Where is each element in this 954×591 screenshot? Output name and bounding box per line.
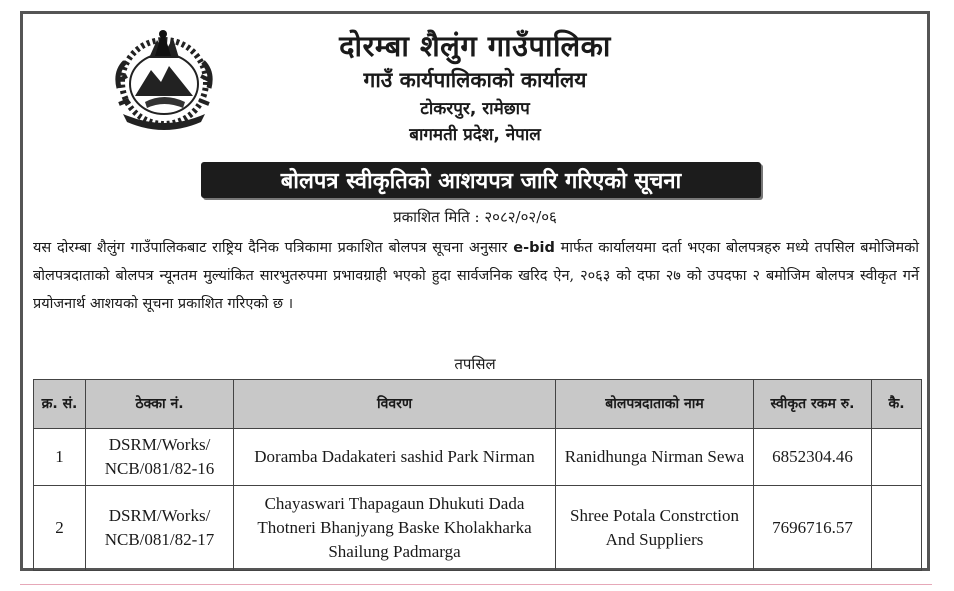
cell-sn: 2 (34, 486, 86, 571)
cell-contract-no: DSRM/Works/ NCB/081/82-17 (86, 486, 234, 571)
bottom-divider (20, 584, 932, 585)
province-name: बागमती प्रदेश, नेपाल (409, 125, 541, 145)
office-name: गाउँ कार्यपालिकाको कार्यालय (363, 68, 587, 92)
table-row (34, 429, 922, 486)
cell-remarks (872, 486, 922, 571)
header-contract-no: ठेक्का नं. (86, 380, 234, 429)
notice-body-ebid: e-bid (513, 240, 555, 256)
notice-body-part-2: मार्फत कार्यालयमा दर्ता भएका बोलपत्रहरु मध्ये तपसिल बमोजिमको बोलपत्रदाताको बोलपत्र न्यूनतम मुल्यांकित सारभुतरुपमा प्रभावग्राही भएको हुदा सार्वजनिक खरिद ऐन, २०६३ को दफा २७ को उपदफा २ बमोजिम बोलपत्र स्वीकृत गर्ने प्रयोजनार्थ आशयको सूचना प्रकाशित गरिएको छ । (33, 240, 920, 312)
schedule-label: तपसिल (454, 355, 496, 373)
header-amount: स्वीकृत रकम रु. (754, 380, 872, 429)
published-date: प्रकाशित मिति : २०८२/०२/०६ (393, 208, 557, 226)
notice-title: बोलपत्र स्वीकृतिको आशयपत्र जारि गरिएको सूचना (201, 162, 761, 198)
cell-remarks (872, 429, 922, 486)
cell-contract-no: DSRM/Works/ NCB/081/82-16 (86, 429, 234, 486)
header-remarks: कै. (872, 380, 922, 429)
notice-body (33, 234, 919, 318)
table-row (34, 486, 922, 571)
header-bidder: बोलपत्रदाताको नाम (556, 380, 754, 429)
cell-bidder: Ranidhunga Nirman Sewa (556, 429, 754, 486)
municipality-name: दोरम्बा शैलुंग गाउँपालिका (339, 29, 611, 63)
cell-sn: 1 (34, 429, 86, 486)
cell-description: Doramba Dadakateri sashid Park Nirman (234, 429, 556, 486)
notice-body-part-1: यस दोरम्बा शैलुंग गाउँपालिकबाट राष्ट्रिय दैनिक पत्रिकामा प्रकाशित बोलपत्र सूचना अनुसार (33, 240, 508, 256)
cell-bidder: Shree Potala Constrction And Suppliers (556, 486, 754, 571)
header-sn: क्र. सं. (34, 380, 86, 429)
cell-description: Chayaswari Thapagaun Dhukuti Dada Thotneri Bhanjyang Baske Kholakharka Shailung Padmarga (234, 486, 556, 571)
office-address: टोकरपुर, रामेछाप (420, 99, 530, 119)
header-description: विवरण (234, 380, 556, 429)
table-header-row (34, 380, 922, 429)
cell-amount: 6852304.46 (754, 429, 872, 486)
cell-amount: 7696716.57 (754, 486, 872, 571)
award-table (33, 379, 922, 571)
public-notice (20, 11, 930, 571)
